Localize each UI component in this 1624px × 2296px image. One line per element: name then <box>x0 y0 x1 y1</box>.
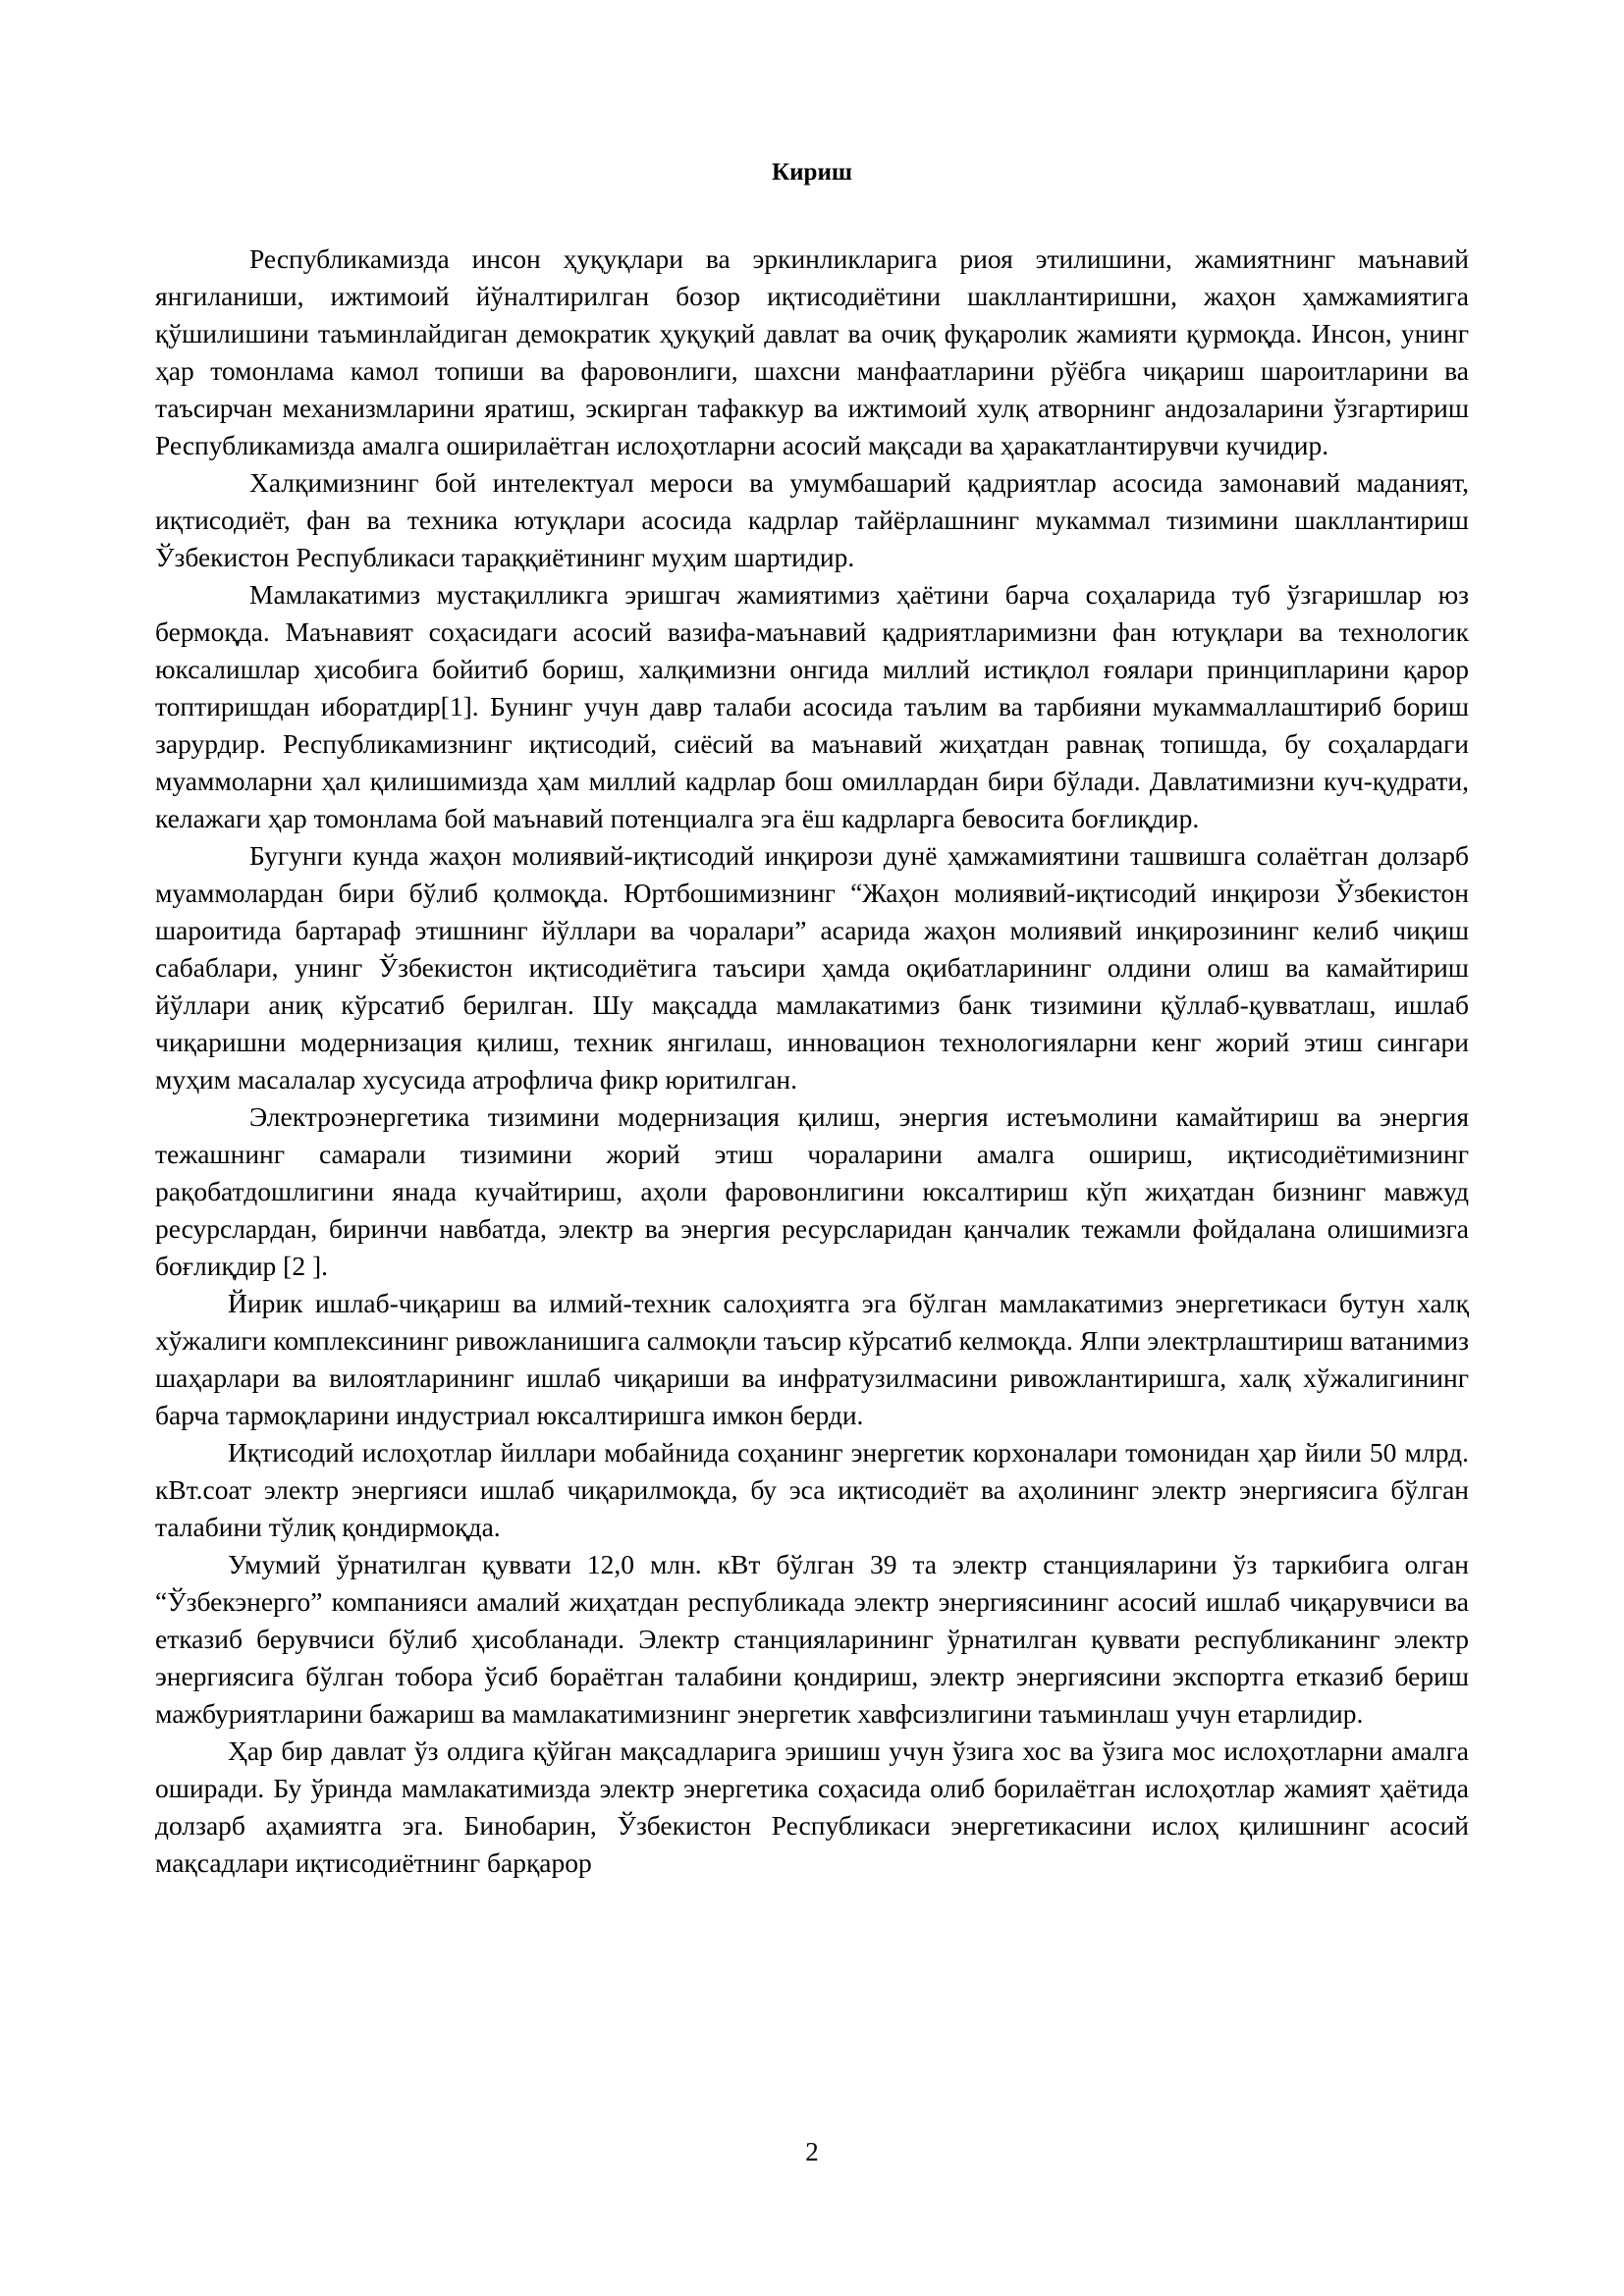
paragraph-7: Иқтисодий ислоҳотлар йиллари мобайнида соҳанинг энергетик корхоналари томонидан ҳар йили 50 млрд. кВт.соат электр энергияси ишлаб чиқарилмоқда, бу эса иқтисодиёт ва аҳолининг электр энергиясига бўлган талабини тўлиқ қондирмоқда. <box>155 1437 1469 1542</box>
paragraph-9: Ҳар бир давлат ўз олдига қўйган мақсадларига эришиш учун ўзига хос ва ўзига мос ислоҳотларни амалга оширади. Бу ўринда мамлакатимизда электр энергетика соҳасида олиб борилаётган ислоҳотлар жамият ҳаётида долзарб аҳамиятга эга. Бинобарин, Ўзбекистон Республикаси энергетикасини ислоҳ қилишнинг асосий мақсадлари иқтисодиётнинг барқарор <box>155 1735 1469 1878</box>
page-number: 2 <box>805 2137 819 2166</box>
paragraph-5: Электроэнергетика тизимини модернизация қилиш, энергия истеъмолини камайтириш ва энергия тежашнинг самарали тизимини жорий этиш чораларини амалга ошириш, иқтисодиётимизнинг рақобатдошлигини янада кучайтириш, аҳоли фаровонлигини юксалтириш кўп жиҳатдан бизнинг мавжуд ресурслардан, биринчи навбатда, электр ва энергия ресурсларидан қанчалик тежамли фойдалана олишимизга боғлиқдир [2 ]. <box>155 1101 1469 1281</box>
paragraph-2: Халқимизнинг бой интелектуал мероси ва умумбашарий қадриятлар асосида замонавий маданият, иқтисодиёт, фан ва техника ютуқлари асосида кадрлар тайёрлашнинг мукаммал тизимини шакллантириш Ўзбекистон Республикаси тараққиётининг муҳим шартидир. <box>155 467 1469 572</box>
paragraph-3: Мамлакатимиз мустақилликга эришгач жамиятимиз ҳаётини барча соҳаларида туб ўзгаришлар юз бермоқда. Маънавият соҳасидаги асосий вазифа-маънавий қадриятларимизни фан ютуқлари ва технологик юксалишлар ҳисобига бойитиб бориш, халқимизни онгида миллий истиқлол ғоялари принципларини қарор топтиришдан иборатдир[1]. Бунинг учун давр талаби асосида таълим ва тарбияни мукаммаллаштириб бориш зарурдир. Республикамизнинг иқтисодий, сиёсий ва маънавий жиҳатдан равнақ топишда, бу соҳалардаги муаммоларни ҳал қилишимизда ҳам миллий кадрлар бош омиллардан бири бўлади. Давлатимизни куч-қудрати, келажаги ҳар томонлама бой маънавий потенциалга эга ёш кадрларга бевосита боғлиқдир. <box>155 579 1469 833</box>
paragraph-6: Йирик ишлаб-чиқариш ва илмий-техник салоҳиятга эга бўлган мамлакатимиз энергетикаси бутун халқ хўжалиги комплексининг ривожланишига салмоқли таъсир кўрсатиб келмоқда. Ялпи электрлаштириш ватанимиз шаҳарлари ва вилоятларининг ишлаб чиқариши ва инфратузилмасини ривожлантиришга, халқ хўжалигининг барча тармоқларини индустриал юксалтиришга имкон берди. <box>155 1288 1469 1430</box>
section-heading: Кириш <box>772 159 852 186</box>
body-text <box>155 240 1469 1882</box>
paragraph-4: Бугунги кунда жаҳон молиявий-иқтисодий инқирози дунё ҳамжамиятини ташвишга солаётган долзарб муаммолардан бири бўлиб қолмоқда. Юртбошимизнинг “Жаҳон молиявий-иқтисодий инқирози Ўзбекистон шароитида бартараф этишнинг йўллари ва чоралари” асарида жаҳон молиявий инқирозининг келиб чиқиш сабаблари, унинг Ўзбекистон иқтисодиётига таъсири ҳамда оқибатларининг олдини олиш ва камайтириш йўллари аниқ кўрсатиб берилган. Шу мақсадда мамлакатимиз банк тизимини қўллаб-қувватлаш, ишлаб чиқаришни модернизация қилиш, техник янгилаш, инновацион технологияларни кенг жорий этиш сингари муҳим масалалар хусусида атрофлича фикр юритилган. <box>155 840 1469 1095</box>
paragraph-1: Республикамизда инсон ҳуқуқлари ва эркинликларига риоя этилишини, жамиятнинг маънавий янгиланиши, ижтимоий йўналтирилган бозор иқтисодиётини шакллантиришни, жаҳон ҳамжамиятига қўшилишини таъминлайдиган демократик ҳуқуқий давлат ва очиқ фуқаролик жамияти қурмоқда. Инсон, унинг ҳар томонлама камол топиши ва фаровонлиги, шахсни манфаатларини рўёбга чиқариш шароитларини ва таъсирчан механизмларини яратиш, эскирган тафаккур ва ижтимоий хулқ атворнинг андозаларини ўзгартириш Республикамизда амалга оширилаётган ислоҳотларни асосий мақсади ва ҳаракатлантирувчи кучидир. <box>155 243 1469 460</box>
paragraph-8: Умумий ўрнатилган қуввати 12,0 млн. кВт бўлган 39 та электр станцияларини ўз таркибига олган “Ўзбекэнерго” компанияси амалий жиҳатдан республикада электр энергиясининг асосий ишлаб чиқарувчиси ва етказиб берувчиси бўлиб ҳисобланади. Электр станцияларининг ўрнатилган қуввати республиканинг электр энергиясига бўлган тобора ўсиб бораётган талабини қондириш, электр энергиясини экспортга етказиб бериш мажбуриятларини бажариш ва мамлакатимизнинг энергетик хавфсизлигини таъминлаш учун етарлидир. <box>155 1549 1469 1729</box>
